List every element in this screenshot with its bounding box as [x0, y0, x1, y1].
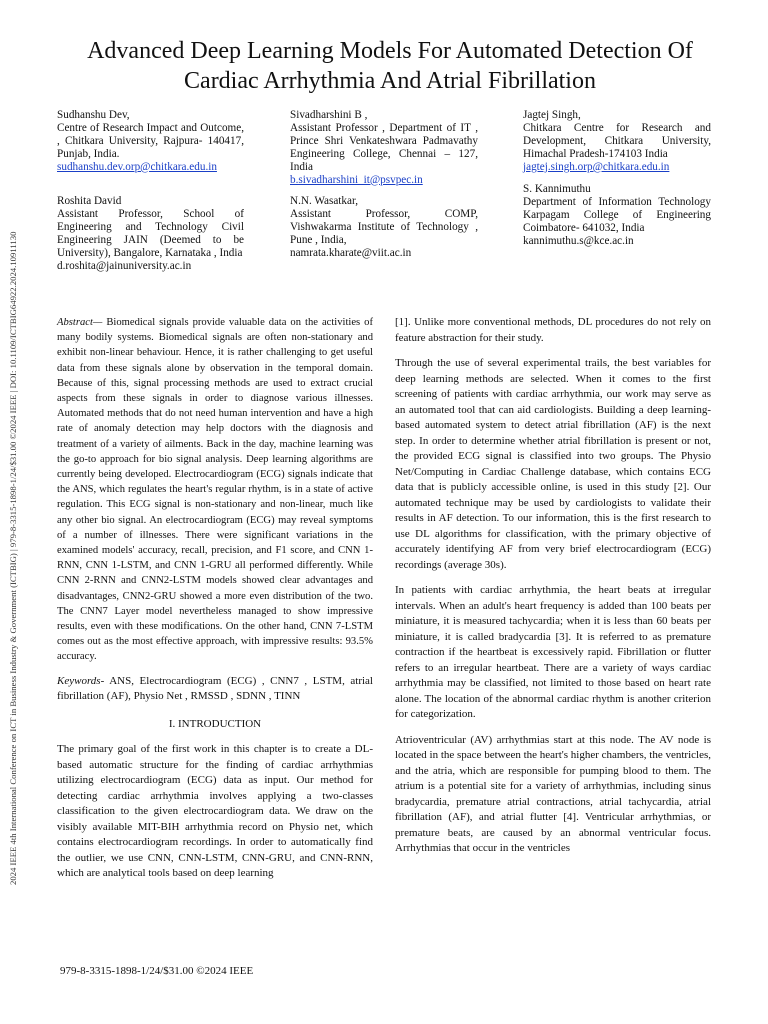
author-affiliation: Assistant Professor, COMP, Vishwakarma Institute of Technology , Pune , India, — [290, 207, 478, 246]
author-name: Sudhanshu Dev, — [57, 109, 130, 121]
author-email: namrata.kharate@viit.ac.in — [290, 246, 412, 259]
author-affiliation: Department of Information Technology Karpagam College of Engineering Coimbatore- 641032, India — [523, 195, 711, 234]
right-paragraph-1: [1]. Unlike more conventional methods, DL procedures do not rely on feature abstraction for their study. — [395, 316, 711, 344]
author-affiliation: Assistant Professor, School of Engineering and Technology Civil Engineering JAIN (Deemed to be University), Bangalore, Karnataka , India — [57, 207, 244, 259]
left-margin-sidebar — [0, 0, 34, 1024]
author-block-2 — [290, 109, 478, 186]
intro-paragraph-1: The primary goal of the first work in this chapter is to create a DL-based automatic structure for the finding of cardiac arrhythmias utilizing electrocardiogram (ECG) data as input. Our method for detecting cardiac arrhythmia involves applying a two-classes classification to the given electrocardiogram data. We draw on the visibly available MIT-BIH arrhythmia record on Physio net, which contains electrocardiogram recordings. In order to automatically find the outlier, we use CNN, CNN-LSTM, CNN-GRU, and CNN-RNN, which are analytical tools based on deep learning — [57, 743, 373, 880]
author-name: Sivadharshini B , — [290, 109, 368, 121]
abstract — [57, 315, 373, 665]
keywords-text: ANS, Electrocardiogram (ECG) , CNN7 , LSTM, atrial fibrillation (AF), Physio Net , RMSSD , SDNN , TINN — [57, 674, 373, 703]
author-affiliation: Assistant Professor , Department of IT , Prince Shri Venkateshwara Padmavathy Engineering College, Chennai – 127, India — [290, 121, 478, 173]
page-footer: 979-8-3315-1898-1/24/$31.00 ©2024 IEEE — [60, 965, 254, 977]
abstract-text: Biomedical signals provide valuable data on the activities of many bodily systems. Biomedical signals are often non-stationary and exhibit non-linear behaviour. Hence, it is rather challenging to get useful data from these signals alone by observation in the temporal domain. Because of this, signal processing methods are used to extract crucial aspects from these signals in order to diagnose various illnesses. Automated methods that do not need human intervention and have a high rate of anomaly detection may help doctors with the diagnosis and treatment of a variety of ailments. Back in the day, machine learning was the go-to approach for bio signal analysis. Deep learning algorithms are currently being developed. Electrocardiogram (ECG) signals indicate that the ANS, which regulates the heart's regular rhythm, is in a state of active regulation. This ECG signal is non-stationary and non-linear, much like any other bio signal. An electrocardiogram (ECG) may reveal symptoms of a number of illnesses. There were significant variations in the examined models' accuracy, recall, precision, and F1 score, and CNN 1-RNN, CNN 1-LSTM, and CNN 1-GRU all performed differently. While CNN 2-RNN and CNN2-LSTM models showed clear advantages and disadvantages, CNN2-GRU showed a more even distribution of the two. The CNN7 Layer model nevertheless managed to show impressive results, even with these modifications. On the other hand, CNN 7-LSTM comes out as the most effective approach, with impressive results: 93.5% accuracy. — [57, 317, 373, 663]
section-heading-introduction: I. INTRODUCTION — [168, 717, 262, 730]
author-block-1 — [57, 109, 244, 174]
author-email-link[interactable]: b.sivadharshini_it@psvpec.in — [290, 173, 423, 186]
author-affiliation: Chitkara Centre for Research and Development, Chitkara University, Himachal Pradesh-174103 India — [523, 121, 711, 160]
right-paragraph-3: In patients with cardiac arrhythmia, the heart beats at irregular intervals. When an adult's heart frequency is added than 100 beats per miniature, it is measured tachycardia; when it is less than 60 beats per miniature, it is called bradycardia [3]. It is referred to as premature contraction if the heartbeat is excessively rapid. Fibrillation or flutter refers to an irregular heartbeat. There are a variety of ways cardiac arrhythmia may be classified, not limited to those based on heart rate alone. The location of the abnormal cardiac rhythm is another criterion for categorization. — [395, 584, 711, 720]
author-name: N.N. Wasatkar, — [290, 195, 359, 207]
author-name: S. Kannimuthu — [523, 183, 591, 195]
keywords-label: Keywords- — [57, 674, 105, 687]
author-block-4 — [57, 195, 244, 272]
author-block-5 — [290, 195, 478, 260]
doi-sidebar-text: 2024 IEEE 4th International Conference on ICT in Business Industry & Government (ICTBIG) | 979-8-3315-1898-1/24/$31.00 ©2024 IEEE | DOI: 10.1109/ICTBIG64922.2024.10911130 — [8, 231, 18, 885]
abstract-label: Abstract— — [57, 317, 103, 328]
author-email-link[interactable]: sudhanshu.dev.orp@chitkara.edu.in — [57, 160, 217, 173]
author-email: d.roshita@jainuniversity.ac.in — [57, 259, 192, 272]
author-affiliation: Centre of Research Impact and Outcome, , Chitkara University, Rajpura- 140417, Punjab, India. — [57, 121, 244, 160]
author-email-link[interactable]: jagtej.singh.orp@chitkara.edu.in — [523, 160, 670, 173]
right-column — [395, 315, 711, 857]
author-name: Roshita David — [57, 195, 122, 207]
left-column — [57, 315, 373, 882]
author-email: kannimuthu.s@kce.ac.in — [523, 234, 634, 247]
author-block-6 — [523, 183, 711, 248]
paper-title: Advanced Deep Learning Models For Automated Detection Of Cardiac Arrhythmia And Atrial Fibrillation — [87, 38, 693, 94]
author-block-3 — [523, 109, 711, 174]
right-paragraph-4: Atrioventricular (AV) arrhythmias start at this node. The AV node is located in the space between the heart's higher chambers, the ventricles, and the atria, which are responsible for pumping blood to them. The atrium is a potential site for a variety of arrhythmias, including sinus bradycardia, premature atrial contractions, atrial tachycardia, atrial fibrillation (AF), and atrial flutter [4]. Ventricular arrhythmias, or premature beats, are caused by an abnormal ventricular focus. Arrhythmias that occur in the ventricles — [395, 733, 711, 854]
right-paragraph-2: Through the use of several experimental trails, the best variables for deep learning methods are selected. When it comes to the first screening of patients with cardiac arrhythmia, our work may serve as an automated tool that can aid cardiologists. Building a deep learning-based automated system to detect atrial fibrillation (AF) is the next step. In order to determine whether atrial fibrillation is present or not, the provided ECG signal is classified into two groups. The Physio Net/Computing in Cardiac Challenge database, which contains ECG data that is publicly accessible online, is used in this study [2]. Our automated technique may be used by cardiologists to validate their results in AF detection. To our information, this is the first research to use DL algorithms for classification, with the primary objective of accurately identifying AF from very brief electrocardiogram (ECG) recordings (average 30s). — [395, 357, 711, 571]
keywords — [57, 674, 373, 705]
author-name: Jagtej Singh, — [523, 109, 581, 121]
